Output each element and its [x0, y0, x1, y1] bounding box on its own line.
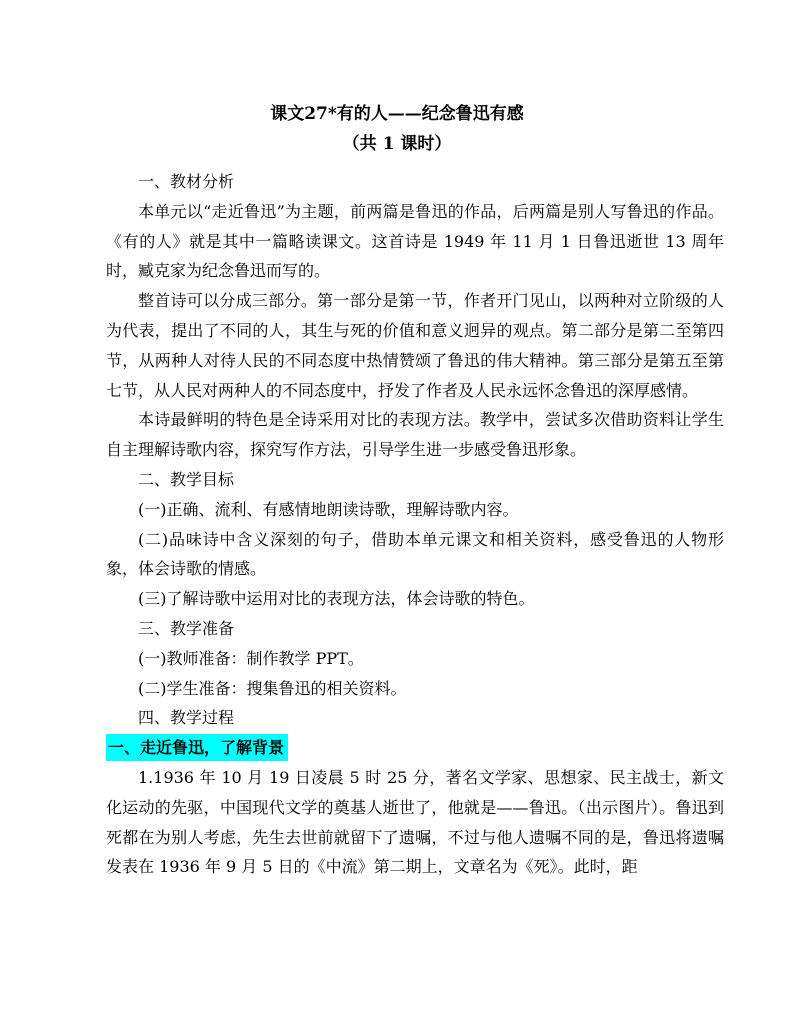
section-heading-analysis: 一、教材分析	[138, 172, 235, 191]
document-title: 课文27*有的人——纪念鲁迅有感	[270, 104, 524, 124]
highlighted-subheading-row	[106, 733, 724, 763]
goal-item-1: (一)正确、流利、有感情地朗读诗歌，理解诗歌内容。	[138, 499, 519, 519]
paragraph-poem-feature: 本诗最鲜明的特色是全诗采用对比的表现方法。教学中，尝试多次借助资料让学生自主理解诗歌内容，探究写作方法，引导学生进一步感受鲁迅形象。	[106, 410, 724, 460]
goal-item-3: (三)了解诗歌中运用对比的表现方法，体会诗歌的特色。	[138, 589, 535, 609]
document-body	[106, 167, 724, 882]
highlighted-subheading: 一、走近鲁迅，了解背景	[106, 734, 288, 761]
prep-item-student: (二)学生准备：搜集鲁迅的相关资料。	[138, 678, 407, 698]
section-heading-goals: 二、教学目标	[138, 469, 235, 489]
paragraph-lu-xun-background: 1.1936 年 10 月 19 日凌晨 5 时 25 分，著名文学家、思想家、民主战士，新文化运动的先驱，中国现代文学的奠基人逝世了，他就是——鲁迅。（出示图片）。鲁迅到死都在为别人考虑，先生去世前就留下了遗嘱，不过与他人遗嘱不同的是，鲁迅将遗嘱发表在 1936 年 9 月 5 日的《中流》第二期上，文章名为《死》。此时，距	[106, 767, 724, 877]
paragraph-poem-structure: 整首诗可以分成三部分。第一部分是第一节，作者开门见山，以两种对立阶级的人为代表，提出了不同的人，其生与死的价值和意义迥异的观点。第二部分是第二至第四节，从两种人对待人民的不同态度中热情赞颂了鲁迅的伟大精神。第三部分是第五至第七节，从人民对两种人的不同态度中，抒发了作者及人民永远怀念鲁迅的深厚感情。	[106, 291, 724, 400]
prep-item-teacher: (一)教师准备：制作教学 PPT。	[138, 648, 364, 668]
section-heading-preparation: 三、教学准备	[138, 618, 235, 638]
document-subtitle: （共 1 课时）	[342, 134, 452, 154]
goal-item-2: (二)品味诗中含义深刻的句子，借助本单元课文和相关资料，感受鲁迅的人物形象，体会诗歌的情感。	[106, 529, 724, 579]
section-heading-process: 四、教学过程	[138, 708, 235, 728]
paragraph-unit-intro: 本单元以“走近鲁迅”为主题，前两篇是鲁迅的作品，后两篇是别人写鲁迅的作品。《有的人》就是其中一篇略读课文。这首诗是 1949 年 11 月 1 日鲁迅逝世 13 周年时，臧克家为纪念鲁迅而写的。	[106, 201, 724, 281]
